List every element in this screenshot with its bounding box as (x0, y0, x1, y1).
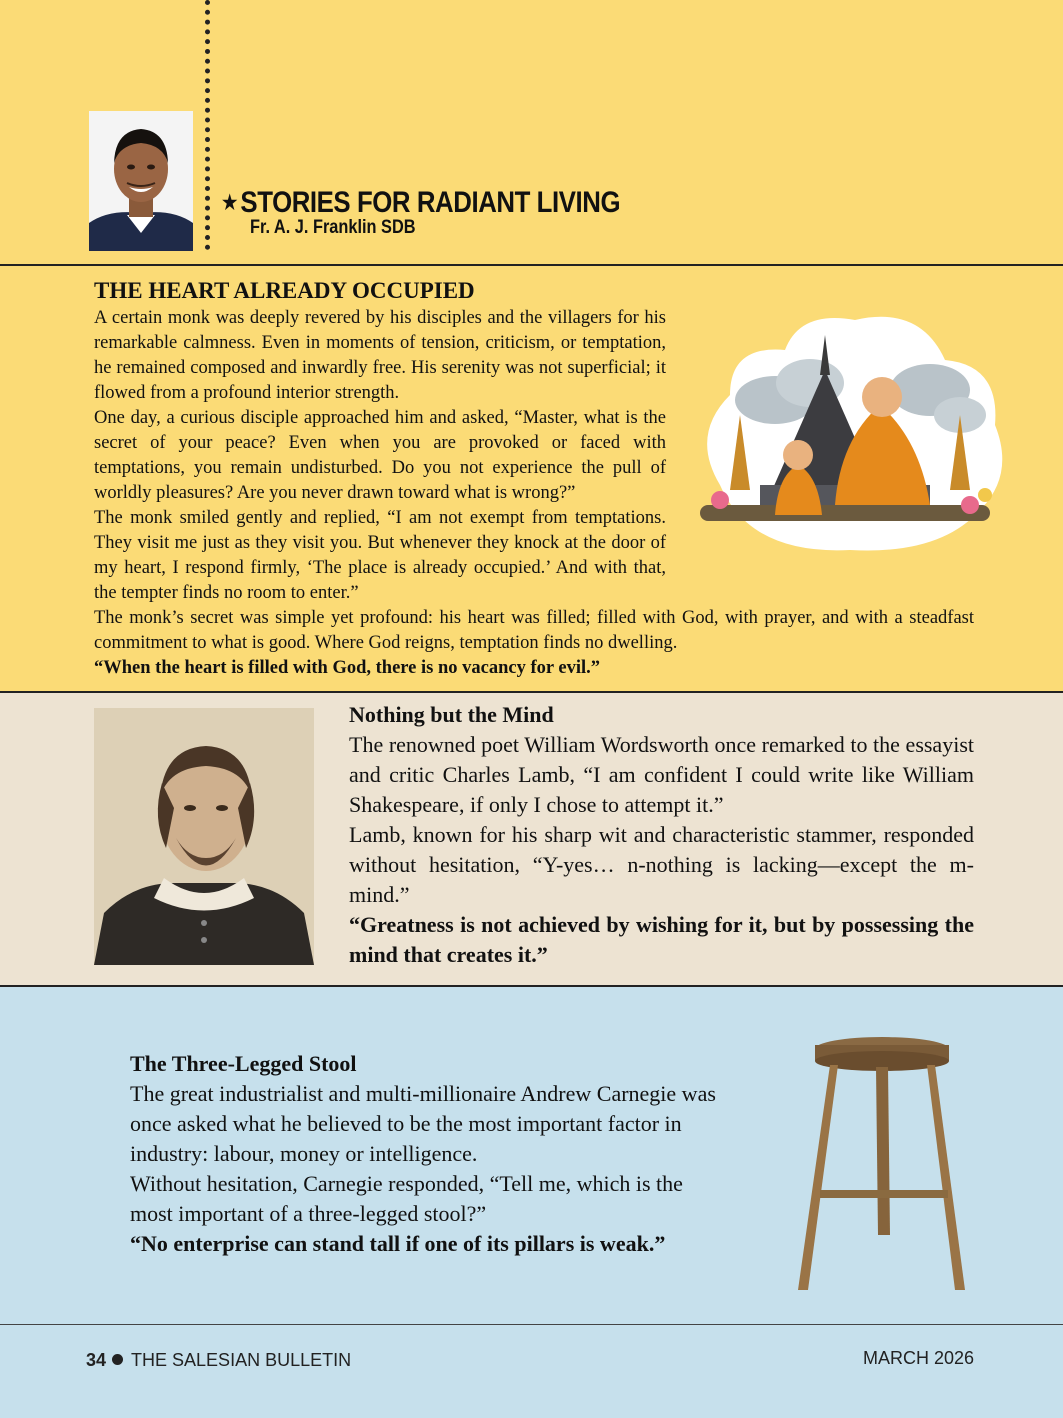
paragraph: Without hesitation, Carnegie responded, “Tell me, which is the most important of a three-legged stool?” (130, 1171, 683, 1226)
story-body-continued (94, 606, 974, 681)
paragraph: The renowned poet William Wordsworth once remarked to the essayist and critic Charles Lamb, “I am confident I could write like William Shakespeare, if only I chose to attempt it.” (349, 732, 974, 817)
moral-quote: “Greatness is not achieved by wishing for it, but by possessing the mind that creates it.” (349, 912, 974, 967)
publication-name: THE SALESIAN BULLETIN (131, 1350, 352, 1370)
story-nothing-but-the-mind (349, 700, 974, 970)
paragraph: One day, a curious disciple approached him and asked, “Master, what is the secret of your peace? Even when you are provoked or faced with temptations, you remain undisturbed. Do you not experience the pull of worldly pleasures? Are you never drawn toward what is wrong?” (94, 408, 666, 503)
paragraph: Lamb, known for his sharp wit and characteristic stammer, responded without hesitation, “Y-yes… n-nothing is lacking—except the m-mind.” (349, 822, 974, 907)
shakespeare-portrait (94, 708, 314, 965)
author-photo (89, 111, 193, 251)
issue-date: MARCH 2026 (862, 1348, 974, 1368)
story-title: THE HEART ALREADY OCCUPIED (94, 278, 475, 303)
story-title: Nothing but the Mind (349, 702, 554, 727)
moral-quote: “When the heart is filled with God, there is no vacancy for evil.” (94, 658, 600, 678)
column-title: ★ STORIES FOR RADIANT LIVING (222, 186, 621, 219)
footer-left (86, 1350, 351, 1371)
paragraph: A certain monk was deeply revered by his disciples and the villagers for his remarkable calmness. Even in moments of tension, criticism, or temptation, he remained composed and inwardly free. His serenity was not superficial; it flowed from a profound interior strength. (94, 308, 666, 403)
page-number: 34 (86, 1350, 107, 1370)
header-rule (0, 264, 1063, 266)
stool-image (790, 1035, 975, 1300)
paragraph: The monk smiled gently and replied, “I am not exempt from temptations. They visit me just as they visit you. But whenever they knock at the door of my heart, I respond firmly, ‘The place is already occupied.’ And with that, the tempter finds no room to enter.” (94, 508, 666, 603)
paragraph: The monk’s secret was simple yet profound: his heart was filled; filled with God, with prayer, and with a steadfast commitment to what is good. Where God reigns, temptation finds no dwelling. (94, 608, 974, 653)
author-name: Fr. A. J. Franklin SDB (250, 217, 416, 238)
footer-rule (0, 1324, 1063, 1325)
story-body (94, 306, 666, 606)
column-header (222, 186, 685, 239)
bullet-icon (112, 1354, 123, 1365)
story-title: The Three-Legged Stool (130, 1051, 357, 1076)
section-divider (0, 691, 1063, 693)
section-divider (0, 985, 1063, 987)
dotted-divider (205, 0, 210, 250)
star-icon: ★ (222, 192, 237, 214)
story-three-legged-stool (130, 1049, 730, 1259)
moral-quote: “No enterprise can stand tall if one of its pillars is weak.” (130, 1231, 666, 1256)
paragraph: The great industrialist and multi-millionaire Andrew Carnegie was once asked what he believed to be the most important factor in industry: labour, money or intelligence. (130, 1081, 716, 1166)
monk-illustration (690, 305, 1015, 555)
